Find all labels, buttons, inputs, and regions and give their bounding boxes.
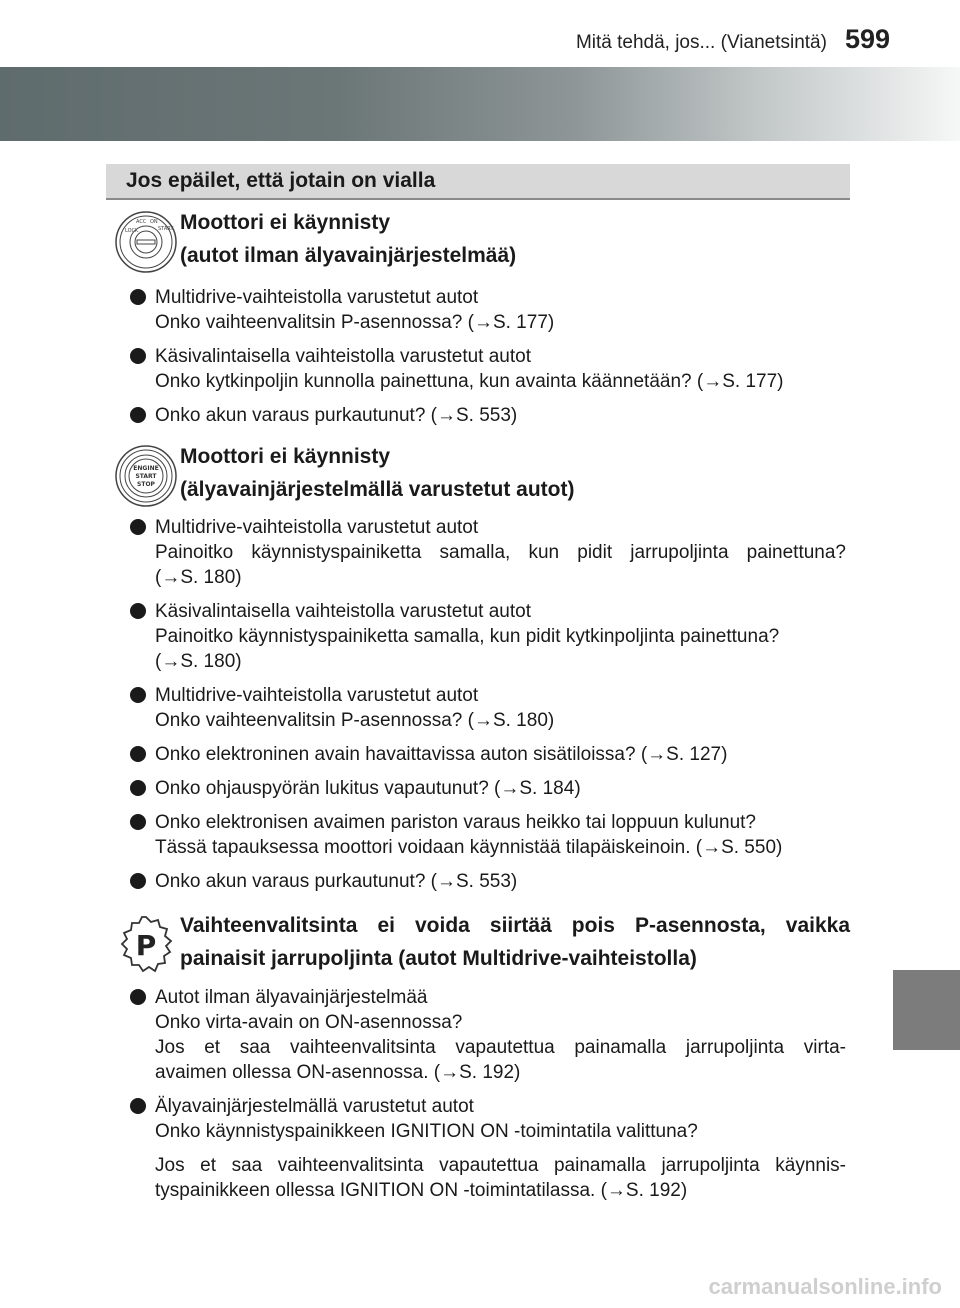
bullet-icon <box>130 603 146 619</box>
subsection-no-start-smart <box>106 440 850 506</box>
subsection-no-start-key <box>106 206 850 272</box>
ignition-key-cylinder-icon <box>114 210 178 274</box>
header-title: Mitä tehdä, jos... (Vianetsintä) <box>575 32 827 53</box>
header-banner <box>0 67 960 141</box>
section-title: Jos epäilet, että jotain on vialla <box>126 169 436 192</box>
bullet-icon <box>130 1098 146 1114</box>
engine-button-label-stop: STOP <box>137 481 155 488</box>
bullet-icon <box>130 989 146 1005</box>
park-label: P <box>135 929 157 962</box>
list-item: Onko akun varaus purkautunut? (→S. 553) <box>130 403 846 428</box>
list-item: Multidrive-vaihteistolla varustetut autot Painoitko käynnistyspainiketta samalla, kun pidit jarrupoljinta painettuna? (→S. 180) <box>130 515 846 590</box>
bullet-icon <box>130 814 146 830</box>
list-item: Käsivalintaisella vaihteistolla varustetut autot Onko kytkinpoljin kunnolla painettuna, kun avainta käännetään? (→S. 177) <box>130 344 846 394</box>
bullet-list <box>130 985 846 1212</box>
bullet-icon <box>130 348 146 364</box>
bullet-list <box>130 285 846 437</box>
list-item: Multidrive-vaihteistolla varustetut autot Onko vaihteenvalitsin P-asennossa? (→S. 180) <box>130 683 846 733</box>
page-number: 599 <box>844 24 890 54</box>
list-item: Onko akun varaus purkautunut? (→S. 553) <box>130 869 846 894</box>
key-label-start: START <box>158 226 174 232</box>
section-header <box>106 164 850 200</box>
list-item: Onko ohjauspyörän lukitus vapautunut? (→S. 184) <box>130 776 846 801</box>
list-item: Autot ilman älyavainjärjestelmää Onko virta-avain on ON-asennossa? Jos et saa vaihteenvalitsinta vapautettua painamalla jarrupoljinta virta- avaimen ollessa ON-asennossa. (→S. 192) <box>130 985 846 1085</box>
engine-button-label-engine: ENGINE <box>133 465 159 472</box>
engine-start-stop-button-icon <box>114 444 178 508</box>
subsection-title: Moottori ei käynnisty (älyavainjärjestelmällä varustetut autot) <box>180 445 575 501</box>
engine-button-label-start: START <box>135 473 157 480</box>
note-paragraph: Jos et saa vaihteenvalitsinta vapautettua painamalla jarrupoljinta käynnis- tyspainikkeen ollessa IGNITION ON -toimintatilassa. (→S. 192) <box>155 1155 846 1201</box>
bullet-icon <box>130 746 146 762</box>
bullet-icon <box>130 519 146 535</box>
page-header <box>450 24 890 55</box>
key-label-lock: LOCK <box>125 228 139 234</box>
key-label-acc: ACC <box>136 219 147 225</box>
list-item: Multidrive-vaihteistolla varustetut autot Onko vaihteenvalitsin P-asennossa? (→S. 177) <box>130 285 846 335</box>
key-label-on: ON <box>150 219 158 225</box>
bullet-icon <box>130 873 146 889</box>
watermark: carmanualsonline.info <box>708 1274 942 1299</box>
park-gear-icon <box>114 913 178 977</box>
subsection-shift-lock <box>106 909 850 975</box>
bullet-list <box>130 515 846 903</box>
bullet-icon <box>130 687 146 703</box>
bullet-icon <box>130 407 146 423</box>
bullet-icon <box>130 780 146 796</box>
list-item: Onko elektroninen avain havaittavissa auton sisätiloissa? (→S. 127) <box>130 742 846 767</box>
subsection-title: Moottori ei käynnisty (autot ilman älyavainjärjestelmää) <box>180 211 517 267</box>
subsection-title: Vaihteenvalitsinta ei voida siirtää pois P-asennosta, vaikka painaisit jarrupoljinta (autot Multidrive-vaihteistolla) <box>180 914 850 970</box>
list-item: Käsivalintaisella vaihteistolla varustetut autot Painoitko käynnistyspainiketta samalla, kun pidit kytkinpoljinta painettuna? (→S. 180) <box>130 599 846 674</box>
bullet-icon <box>130 289 146 305</box>
list-item: Älyavainjärjestelmällä varustetut autot Onko käynnistyspainikkeen IGNITION ON -toimintatila valittuna? Jos et saa vaihteenvalitsinta vapautettua painamalla jarrupoljinta käynnis- tyspainikkeen ollessa IGNITION ON -toimintatilassa. (→S. 192) <box>130 1094 846 1203</box>
chapter-tab <box>893 970 960 1050</box>
list-item: Onko elektronisen avaimen pariston varaus heikko tai loppuun kulunut? Tässä tapauksessa moottori voidaan käynnistää tilapäiskeinoin. (→S. 550) <box>130 810 846 860</box>
